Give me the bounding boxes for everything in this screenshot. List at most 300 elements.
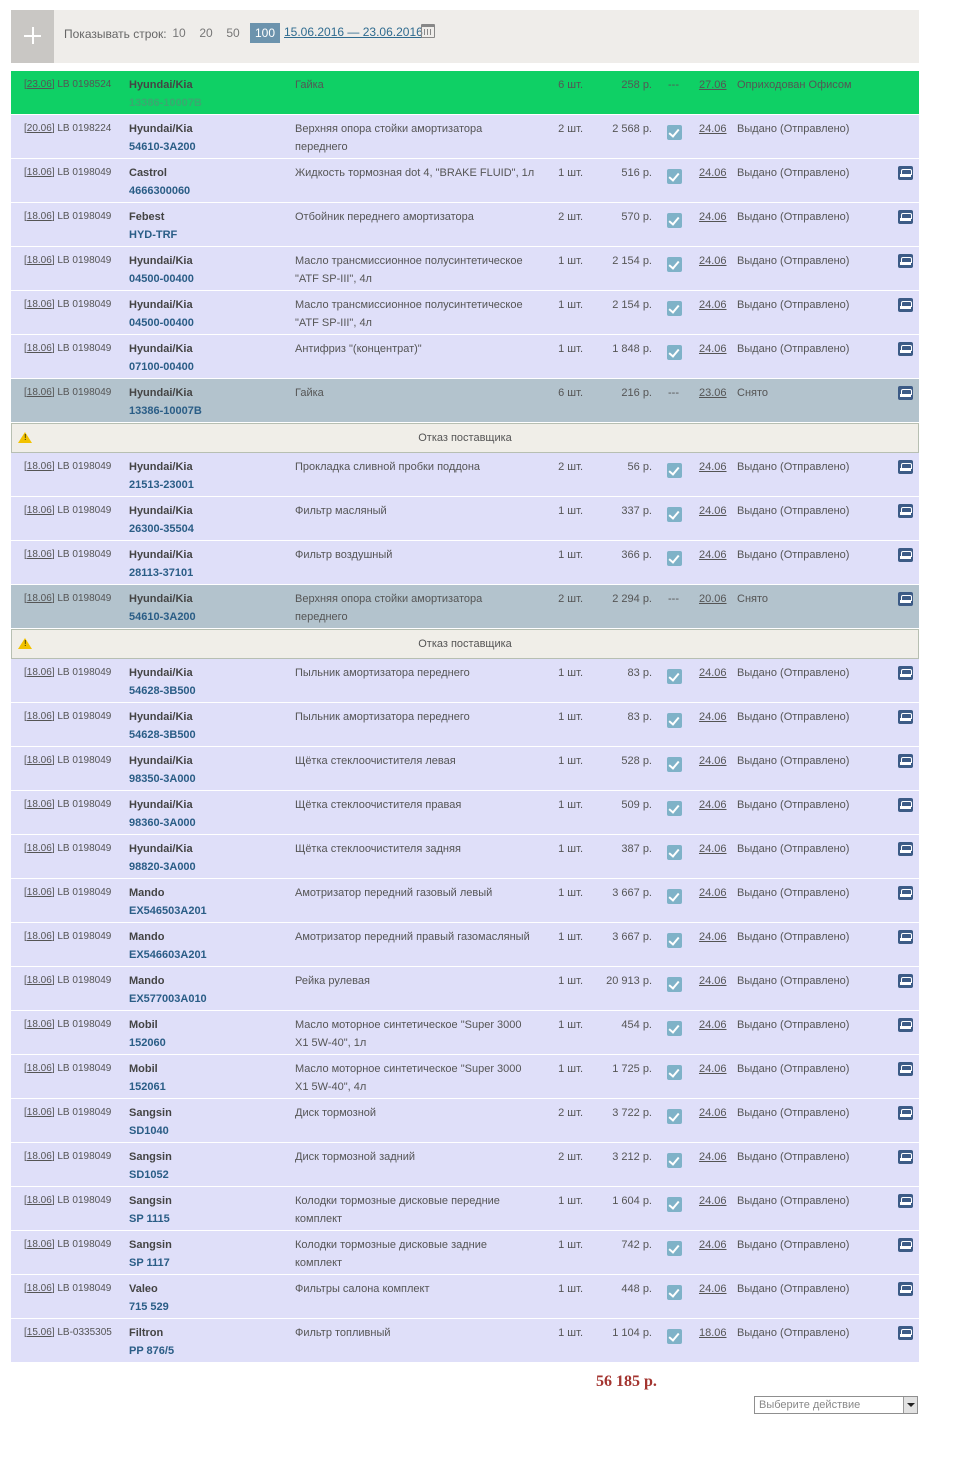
order-date-cell: [18.06] LB 0198049 xyxy=(24,343,112,354)
order-number: LB 0198049 xyxy=(57,843,112,854)
check-icon xyxy=(667,551,682,566)
delivery-date[interactable]: 23.06 xyxy=(699,387,727,399)
order-date[interactable]: 18.06 xyxy=(26,931,52,942)
part-description: Щётка стеклоочистителя правая xyxy=(295,799,462,811)
order-date-cell: [20.06] LB 0198224 xyxy=(24,123,112,134)
order-number: LB 0198049 xyxy=(57,167,112,178)
status-text: Оприходован Офисом xyxy=(737,79,852,91)
part-description: Колодки тормозные дисковые передние комплект xyxy=(295,1195,500,1225)
check-icon xyxy=(667,301,682,316)
car-icon[interactable] xyxy=(898,386,913,400)
order-number: LB 0198049 xyxy=(57,593,112,604)
price: 3 722 р. xyxy=(612,1107,652,1119)
brand-name: Mobil xyxy=(129,1063,158,1075)
car-icon[interactable] xyxy=(898,548,913,562)
delivery-date[interactable]: 24.06 xyxy=(699,1283,727,1295)
order-date-cell: [18.06] LB 0198049 xyxy=(24,387,112,398)
order-date[interactable]: 18.06 xyxy=(26,755,52,766)
part-description: Колодки тормозные дисковые задние комплект xyxy=(295,1239,487,1269)
part-description: Амотризатор передний газовый левый xyxy=(295,887,493,899)
brand-name: Sangsin xyxy=(129,1107,172,1119)
calendar-icon[interactable] xyxy=(421,24,435,38)
price: 1 604 р. xyxy=(612,1195,652,1207)
table-row xyxy=(11,1011,919,1055)
page-size-100[interactable]: 100 xyxy=(250,23,280,43)
order-date[interactable]: 18.06 xyxy=(26,1063,52,1074)
price: 448 р. xyxy=(621,1283,652,1295)
delivery-date[interactable]: 24.06 xyxy=(699,123,727,135)
car-icon[interactable] xyxy=(898,504,913,518)
part-description: Верхняя опора стойки амортизатора переднего xyxy=(295,123,483,153)
order-number: LB 0198049 xyxy=(57,931,112,942)
check-icon xyxy=(667,1329,682,1344)
part-code-link[interactable]: 54610-3A200 xyxy=(129,141,196,153)
order-date[interactable]: 18.06 xyxy=(26,549,52,560)
delivery-date[interactable]: 24.06 xyxy=(699,931,727,943)
order-number: LB 0198224 xyxy=(57,123,112,134)
check-icon xyxy=(667,257,682,272)
order-date[interactable]: 18.06 xyxy=(26,343,52,354)
price: 509 р. xyxy=(621,799,652,811)
car-icon[interactable] xyxy=(898,1018,913,1032)
check-icon xyxy=(667,1285,682,1300)
part-code-link[interactable]: SP 1115 xyxy=(129,1213,170,1225)
delivery-date[interactable]: 24.06 xyxy=(699,461,727,473)
table-row xyxy=(11,159,919,203)
order-date-cell: [18.06] LB 0198049 xyxy=(24,887,112,898)
part-description: Масло моторное синтетическое "Super 3000 X1 5W-40", 1л xyxy=(295,1019,522,1049)
part-description: Амотризатор передний правый газомасляный xyxy=(295,931,530,943)
order-date[interactable]: 18.06 xyxy=(26,1151,52,1162)
delivery-date[interactable]: 27.06 xyxy=(699,79,727,91)
brand-name: Febest xyxy=(129,211,165,223)
order-date[interactable]: 18.06 xyxy=(26,299,52,310)
brand-name: Sangsin xyxy=(129,1239,172,1251)
part-code-link[interactable]: SD1052 xyxy=(129,1169,169,1181)
chevron-down-icon[interactable] xyxy=(903,1397,917,1413)
car-icon[interactable] xyxy=(898,460,913,474)
price: 2 154 р. xyxy=(612,255,652,267)
part-code-link[interactable]: EX577003A010 xyxy=(129,993,207,1005)
status-text: Выдано (Отправлено) xyxy=(737,255,850,267)
price: 337 р. xyxy=(621,505,652,517)
page-size-10[interactable]: 10 xyxy=(172,26,186,40)
brand-name: Hyundai/Kia xyxy=(129,255,193,267)
status-text: Выдано (Отправлено) xyxy=(737,343,850,355)
check-icon xyxy=(667,169,682,184)
brand-name: Hyundai/Kia xyxy=(129,711,193,723)
order-date[interactable]: 18.06 xyxy=(26,843,52,854)
check-icon xyxy=(667,1197,682,1212)
quantity: 1 шт. xyxy=(558,167,583,179)
table-row xyxy=(11,585,919,629)
car-icon[interactable] xyxy=(898,298,913,312)
refusal-row xyxy=(11,423,919,453)
table-row xyxy=(11,835,919,879)
car-icon[interactable] xyxy=(898,974,913,988)
delivery-date[interactable]: 24.06 xyxy=(699,299,727,311)
car-icon[interactable] xyxy=(898,886,913,900)
order-number: LB 0198049 xyxy=(57,1239,112,1250)
brand-name: Castrol xyxy=(129,167,167,179)
delivery-date[interactable]: 24.06 xyxy=(699,975,727,987)
table-row xyxy=(11,291,919,335)
part-code-link[interactable]: 54628-3B500 xyxy=(129,685,196,697)
quantity: 1 шт. xyxy=(558,1283,583,1295)
car-icon[interactable] xyxy=(898,842,913,856)
brand-name: Hyundai/Kia xyxy=(129,343,193,355)
table-row xyxy=(11,923,919,967)
quantity: 1 шт. xyxy=(558,1195,583,1207)
order-date-cell: [18.06] LB 0198049 xyxy=(24,843,112,854)
order-date-cell: [18.06] LB 0198049 xyxy=(24,1019,112,1030)
car-icon[interactable] xyxy=(898,930,913,944)
order-number: LB 0198049 xyxy=(57,387,112,398)
brand-name: Hyundai/Kia xyxy=(129,505,193,517)
part-code-link[interactable]: HYD-TRF xyxy=(129,229,178,241)
car-icon[interactable] xyxy=(898,592,913,606)
car-icon[interactable] xyxy=(898,210,913,224)
check-icon xyxy=(667,1109,682,1124)
price: 454 р. xyxy=(621,1019,652,1031)
delivery-date[interactable]: 24.06 xyxy=(699,667,727,679)
part-description: Пыльник амортизатора переднего xyxy=(295,711,470,723)
order-date-cell: [18.06] LB 0198049 xyxy=(24,755,112,766)
brand-name: Filtron xyxy=(129,1327,164,1339)
check-icon xyxy=(667,757,682,772)
part-description: Фильтры салона комплект xyxy=(295,1283,430,1295)
part-description: Верхняя опора стойки амортизатора переднего xyxy=(295,593,483,623)
part-description: Гайка xyxy=(295,79,324,91)
table-row xyxy=(11,115,919,159)
quantity: 2 шт. xyxy=(558,123,583,135)
price: 3 667 р. xyxy=(612,887,652,899)
brand-name: Hyundai/Kia xyxy=(129,461,193,473)
part-code-link[interactable]: 21513-23001 xyxy=(129,479,194,491)
part-description: Антифриз "(концентрат)" xyxy=(295,343,422,355)
order-number: LB 0198049 xyxy=(57,255,112,266)
order-date[interactable]: 18.06 xyxy=(26,711,52,722)
order-date[interactable]: 18.06 xyxy=(26,975,52,986)
order-date[interactable]: 18.06 xyxy=(26,461,52,472)
price: 742 р. xyxy=(621,1239,652,1251)
order-date[interactable]: 18.06 xyxy=(26,387,52,398)
delivery-date[interactable]: 24.06 xyxy=(699,1019,727,1031)
status-text: Выдано (Отправлено) xyxy=(737,887,850,899)
quantity: 1 шт. xyxy=(558,799,583,811)
delivery-date[interactable]: 24.06 xyxy=(699,843,727,855)
part-description: Диск тормозной задний xyxy=(295,1151,416,1163)
brand-name: Hyundai/Kia xyxy=(129,123,193,135)
delivery-date[interactable]: 24.06 xyxy=(699,755,727,767)
price: 1 104 р. xyxy=(612,1327,652,1339)
refusal-text: Отказ поставщика xyxy=(418,638,512,650)
quantity: 1 шт. xyxy=(558,255,583,267)
table-row xyxy=(11,1231,919,1275)
order-date[interactable]: 18.06 xyxy=(26,211,52,222)
quantity: 2 шт. xyxy=(558,211,583,223)
part-description: Пыльник амортизатора переднего xyxy=(295,667,470,679)
car-icon[interactable] xyxy=(898,1106,913,1120)
part-code-link[interactable]: SD1040 xyxy=(129,1125,169,1137)
price: 258 р. xyxy=(621,79,652,91)
part-code-link[interactable]: 13386-10007B xyxy=(129,97,202,109)
delivery-date[interactable]: 24.06 xyxy=(699,799,727,811)
order-date-cell: [18.06] LB 0198049 xyxy=(24,1107,112,1118)
status-text: Выдано (Отправлено) xyxy=(737,1327,850,1339)
status-text: Выдано (Отправлено) xyxy=(737,299,850,311)
status-text: Выдано (Отправлено) xyxy=(737,1195,850,1207)
warning-icon: ! xyxy=(18,432,32,443)
part-code-link[interactable]: SP 1117 xyxy=(129,1257,170,1269)
refusal-text: Отказ поставщика xyxy=(418,432,512,444)
delivery-date[interactable]: 24.06 xyxy=(699,711,727,723)
delivery-date[interactable]: 24.06 xyxy=(699,1151,727,1163)
brand-name: Mando xyxy=(129,887,165,899)
part-description: Диск тормозной xyxy=(295,1107,377,1119)
check-icon xyxy=(667,1021,682,1036)
part-code-link[interactable]: 13386-10007B xyxy=(129,405,202,417)
car-icon[interactable] xyxy=(898,1282,913,1296)
order-date-cell: [15.06] LB-0335305 xyxy=(24,1327,112,1338)
quantity: 1 шт. xyxy=(558,843,583,855)
status-text: Выдано (Отправлено) xyxy=(737,1151,850,1163)
delivery-date[interactable]: 24.06 xyxy=(699,211,727,223)
order-date[interactable]: 15.06 xyxy=(26,1327,52,1338)
order-date-cell: [18.06] LB 0198049 xyxy=(24,667,112,678)
order-date[interactable]: 18.06 xyxy=(26,1195,52,1206)
order-number: LB 0198049 xyxy=(57,1019,112,1030)
quantity: 1 шт. xyxy=(558,1327,583,1339)
check-icon xyxy=(667,1241,682,1256)
order-date[interactable]: 18.06 xyxy=(26,167,52,178)
delivery-date[interactable]: 18.06 xyxy=(699,1327,727,1339)
order-date-cell: [18.06] LB 0198049 xyxy=(24,167,112,178)
brand-name: Sangsin xyxy=(129,1195,172,1207)
delivery-date[interactable]: 24.06 xyxy=(699,167,727,179)
check-icon xyxy=(667,933,682,948)
part-code-link[interactable]: 07100-00400 xyxy=(129,361,194,373)
delivery-date[interactable]: 24.06 xyxy=(699,255,727,267)
car-icon[interactable] xyxy=(898,666,913,680)
quantity: 6 шт. xyxy=(558,79,583,91)
status-text: Выдано (Отправлено) xyxy=(737,1019,850,1031)
price: 2 294 р. xyxy=(612,593,652,605)
price: 516 р. xyxy=(621,167,652,179)
car-icon[interactable] xyxy=(898,1194,913,1208)
order-date[interactable]: 18.06 xyxy=(26,1019,52,1030)
order-number: LB 0198049 xyxy=(57,1283,112,1294)
order-number: LB 0198049 xyxy=(57,667,112,678)
status-text: Выдано (Отправлено) xyxy=(737,549,850,561)
table-row xyxy=(11,335,919,379)
date-range-link[interactable]: 15.06.2016 — 23.06.2016 xyxy=(284,25,423,39)
page-size-50[interactable]: 50 xyxy=(226,26,240,40)
status-text: Выдано (Отправлено) xyxy=(737,211,850,223)
car-icon[interactable] xyxy=(898,1326,913,1340)
part-description: Фильтр топливный xyxy=(295,1327,391,1339)
order-number: LB 0198049 xyxy=(57,505,112,516)
action-select[interactable] xyxy=(754,1396,918,1414)
car-icon[interactable] xyxy=(898,710,913,724)
part-code-link[interactable]: EX546503A201 xyxy=(129,905,207,917)
table-row xyxy=(11,1275,919,1319)
car-icon[interactable] xyxy=(898,342,913,356)
part-code-link[interactable]: 4666300060 xyxy=(129,185,191,197)
status-text: Выдано (Отправлено) xyxy=(737,931,850,943)
status-text: Выдано (Отправлено) xyxy=(737,1283,850,1295)
brand-name: Hyundai/Kia xyxy=(129,549,193,561)
delivery-date[interactable]: 24.06 xyxy=(699,549,727,561)
order-date[interactable]: 18.06 xyxy=(26,505,52,516)
part-description: Прокладка сливной пробки поддона xyxy=(295,461,481,473)
car-icon[interactable] xyxy=(898,1062,913,1076)
brand-name: Valeo xyxy=(129,1283,158,1295)
order-date[interactable]: 20.06 xyxy=(26,123,52,134)
brand-name: Mando xyxy=(129,975,165,987)
part-code-link[interactable]: EX546603A201 xyxy=(129,949,207,961)
table-row xyxy=(11,379,919,423)
check-icon xyxy=(667,213,682,228)
delivery-date[interactable]: 24.06 xyxy=(699,887,727,899)
delivery-date[interactable]: 24.06 xyxy=(699,343,727,355)
order-number: LB 0198049 xyxy=(57,211,112,222)
delivery-date[interactable]: 24.06 xyxy=(699,1239,727,1251)
table-row xyxy=(11,967,919,1011)
order-date[interactable]: 18.06 xyxy=(26,1107,52,1118)
status-text: Выдано (Отправлено) xyxy=(737,1063,850,1075)
part-code-link[interactable]: 28113-37101 xyxy=(129,567,194,579)
status-text: Выдано (Отправлено) xyxy=(737,799,850,811)
brand-name: Hyundai/Kia xyxy=(129,667,193,679)
delivery-date[interactable]: 24.06 xyxy=(699,1195,727,1207)
price: 528 р. xyxy=(621,755,652,767)
check-icon xyxy=(667,463,682,478)
order-date-cell: [18.06] LB 0198049 xyxy=(24,799,112,810)
add-button[interactable] xyxy=(11,10,54,63)
price: 3 667 р. xyxy=(612,931,652,943)
car-icon[interactable] xyxy=(898,754,913,768)
brand-name: Hyundai/Kia xyxy=(129,299,193,311)
part-code-link[interactable]: 54628-3B500 xyxy=(129,729,196,741)
brand-name: Hyundai/Kia xyxy=(129,843,193,855)
status-text: Выдано (Отправлено) xyxy=(737,843,850,855)
brand-name: Mobil xyxy=(129,1019,158,1031)
part-description: Масло моторное синтетическое "Super 3000 X1 5W-40", 4л xyxy=(295,1063,522,1093)
quantity: 2 шт. xyxy=(558,593,583,605)
status-text: Выдано (Отправлено) xyxy=(737,711,850,723)
check-icon xyxy=(667,845,682,860)
order-date-cell: [18.06] LB 0198049 xyxy=(24,1151,112,1162)
part-code-link[interactable]: 98820-3A000 xyxy=(129,861,196,873)
part-code-link[interactable]: 54610-3A200 xyxy=(129,611,196,623)
status-text: Выдано (Отправлено) xyxy=(737,667,850,679)
order-number: LB 0198049 xyxy=(57,887,112,898)
order-date[interactable]: 18.06 xyxy=(26,1283,52,1294)
order-date[interactable]: 18.06 xyxy=(26,1239,52,1250)
refusal-row xyxy=(11,629,919,659)
order-date[interactable]: 18.06 xyxy=(26,667,52,678)
delivery-date[interactable]: 24.06 xyxy=(699,1107,727,1119)
price: 1 848 р. xyxy=(612,343,652,355)
car-icon[interactable] xyxy=(898,1150,913,1164)
status-text: Выдано (Отправлено) xyxy=(737,123,850,135)
order-number: LB 0198049 xyxy=(57,299,112,310)
price: 2 154 р. xyxy=(612,299,652,311)
order-date[interactable]: 18.06 xyxy=(26,593,52,604)
order-date-cell: [18.06] LB 0198049 xyxy=(24,593,112,604)
car-icon[interactable] xyxy=(898,166,913,180)
car-icon[interactable] xyxy=(898,254,913,268)
table-row xyxy=(11,71,919,115)
order-number: LB 0198524 xyxy=(57,79,112,90)
order-number: LB 0198049 xyxy=(57,549,112,560)
part-description: Щётка стеклоочистителя левая xyxy=(295,755,456,767)
rows-per-page-label: Показывать строк: xyxy=(64,27,167,41)
order-date-cell: [18.06] LB 0198049 xyxy=(24,211,112,222)
order-date-cell: [18.06] LB 0198049 xyxy=(24,1195,112,1206)
check-icon xyxy=(667,977,682,992)
table-row xyxy=(11,453,919,497)
order-date-cell: [23.06] LB 0198524 xyxy=(24,79,112,90)
order-date[interactable]: 23.06 xyxy=(26,79,52,90)
price: 20 913 р. xyxy=(606,975,652,987)
order-date[interactable]: 18.06 xyxy=(26,255,52,266)
table-row xyxy=(11,1055,919,1099)
car-icon[interactable] xyxy=(898,798,913,812)
part-code-link[interactable]: 04500-00400 xyxy=(129,273,194,285)
delivery-date[interactable]: 24.06 xyxy=(699,1063,727,1075)
part-code-link[interactable]: PP 876/5 xyxy=(129,1345,175,1357)
quantity: 2 шт. xyxy=(558,1151,583,1163)
quantity: 1 шт. xyxy=(558,549,583,561)
order-date[interactable]: 18.06 xyxy=(26,799,52,810)
check-icon xyxy=(667,1065,682,1080)
part-code-link[interactable]: 715 529 xyxy=(129,1301,169,1313)
brand-name: Sangsin xyxy=(129,1151,172,1163)
order-date-cell: [18.06] LB 0198049 xyxy=(24,1239,112,1250)
order-date-cell: [18.06] LB 0198049 xyxy=(24,1283,112,1294)
part-code-link[interactable]: 98360-3A000 xyxy=(129,817,196,829)
brand-name: Hyundai/Kia xyxy=(129,79,193,91)
order-number: LB 0198049 xyxy=(57,1107,112,1118)
delivery-date[interactable]: 24.06 xyxy=(699,505,727,517)
brand-name: Mando xyxy=(129,931,165,943)
order-date[interactable]: 18.06 xyxy=(26,887,52,898)
part-code-link[interactable]: 98350-3A000 xyxy=(129,773,196,785)
part-code-link[interactable]: 26300-35504 xyxy=(129,523,194,535)
part-description: Фильтр воздушный xyxy=(295,549,393,561)
table-row xyxy=(11,747,919,791)
status-text: Выдано (Отправлено) xyxy=(737,1107,850,1119)
order-date-cell: [18.06] LB 0198049 xyxy=(24,1063,112,1074)
part-code-link[interactable]: 04500-00400 xyxy=(129,317,194,329)
order-number: LB 0198049 xyxy=(57,1195,112,1206)
page-size-20[interactable]: 20 xyxy=(199,26,213,40)
price: 3 212 р. xyxy=(612,1151,652,1163)
table-row xyxy=(11,659,919,703)
part-code-link[interactable]: 152060 xyxy=(129,1037,166,1049)
brand-name: Hyundai/Kia xyxy=(129,593,193,605)
car-icon[interactable] xyxy=(898,1238,913,1252)
delivery-date[interactable]: 20.06 xyxy=(699,593,727,605)
part-code-link[interactable]: 152061 xyxy=(129,1081,166,1093)
orders-table xyxy=(11,71,919,1363)
part-description: Гайка xyxy=(295,387,324,399)
check-icon xyxy=(667,713,682,728)
warning-icon: ! xyxy=(18,638,32,649)
no-check-dash: --- xyxy=(668,79,679,91)
